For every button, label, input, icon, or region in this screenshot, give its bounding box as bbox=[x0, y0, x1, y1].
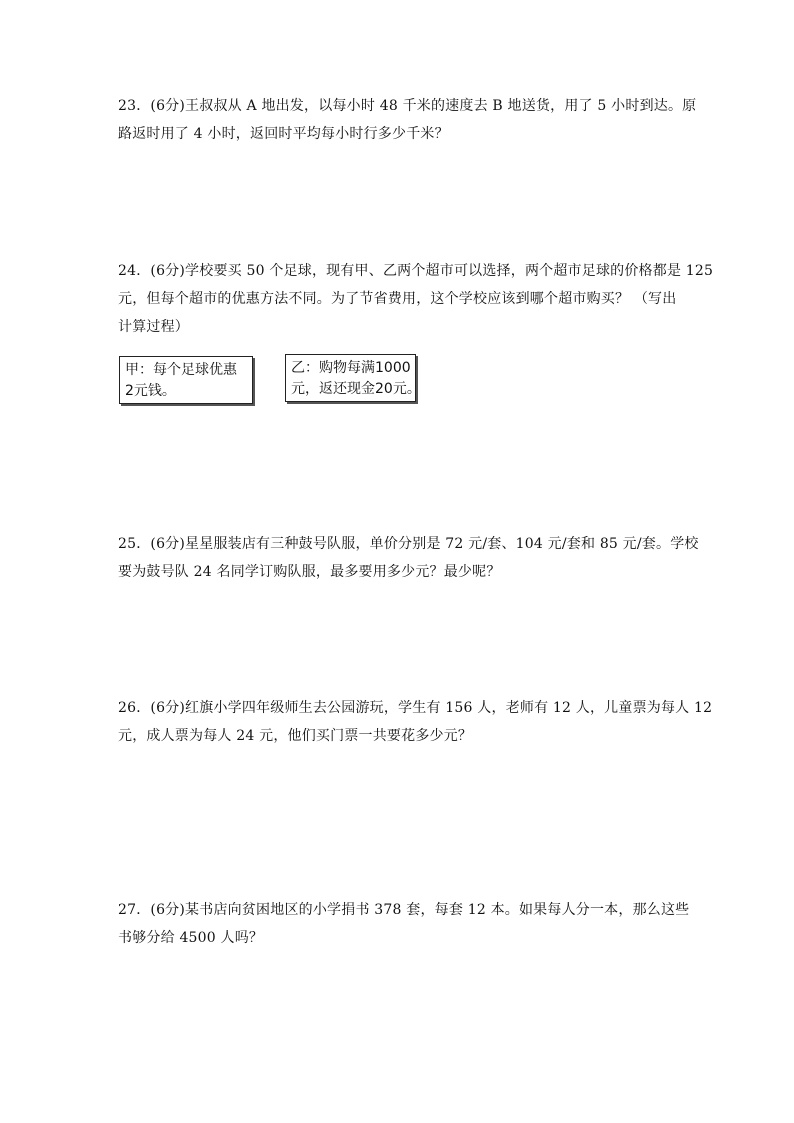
question-27 bbox=[118, 896, 690, 952]
question-24-line-1: 24．(6分)学校要买 50 个足球，现有甲、乙两个超市可以选择，两个超市足球的价格都是 125 bbox=[118, 263, 714, 279]
supermarket-b-offer-line-2: 元，返还现金20元。 bbox=[291, 381, 421, 397]
question-27-line-2: 书够分给 4500 人吗？ bbox=[118, 930, 264, 946]
supermarket-a-offer-box bbox=[119, 356, 253, 404]
question-25-line-1: 25．(6分)星星服装店有三种鼓号队服，单价分别是 72 元/套、104 元/套和 85 元/套。学校 bbox=[118, 536, 699, 552]
question-26-line-1: 26．(6分)红旗小学四年级师生去公园游玩，学生有 156 人，老师有 12 人，儿童票为每人 12 bbox=[118, 700, 713, 716]
question-26 bbox=[118, 694, 713, 750]
question-27-line-1: 27．(6分)某书店向贫困地区的小学捐书 378 套，每套 12 本。如果每人分一本，那么这些 bbox=[118, 902, 690, 918]
question-26-line-2: 元，成人票为每人 24 元，他们买门票一共要花多少元？ bbox=[118, 728, 473, 744]
supermarket-b-offer-line-1: 乙：购物每满1000 bbox=[291, 360, 411, 376]
supermarket-b-offer-box bbox=[285, 354, 421, 402]
question-24-line-3: 计算过程） bbox=[118, 319, 189, 335]
question-24-line-2: 元，但每个超市的优惠方法不同。为了节省费用，这个学校应该到哪个超市购买？ （写出 bbox=[118, 291, 677, 307]
question-23 bbox=[118, 92, 697, 148]
supermarket-a-offer-line-1: 甲：每个足球优惠 bbox=[125, 362, 237, 378]
question-24 bbox=[118, 257, 714, 341]
question-25-line-2: 要为鼓号队 24 名同学订购队服，最多要用多少元？最少呢？ bbox=[118, 564, 501, 580]
question-23-line-2: 路返时用了 4 小时，返回时平均每小时行多少千米？ bbox=[118, 126, 449, 142]
supermarket-a-offer-line-2: 2元钱。 bbox=[125, 383, 176, 399]
question-23-line-1: 23．(6分)王叔叔从 A 地出发，以每小时 48 千米的速度去 B 地送货，用了 5 小时到达。原 bbox=[118, 98, 697, 114]
question-25 bbox=[118, 530, 699, 586]
